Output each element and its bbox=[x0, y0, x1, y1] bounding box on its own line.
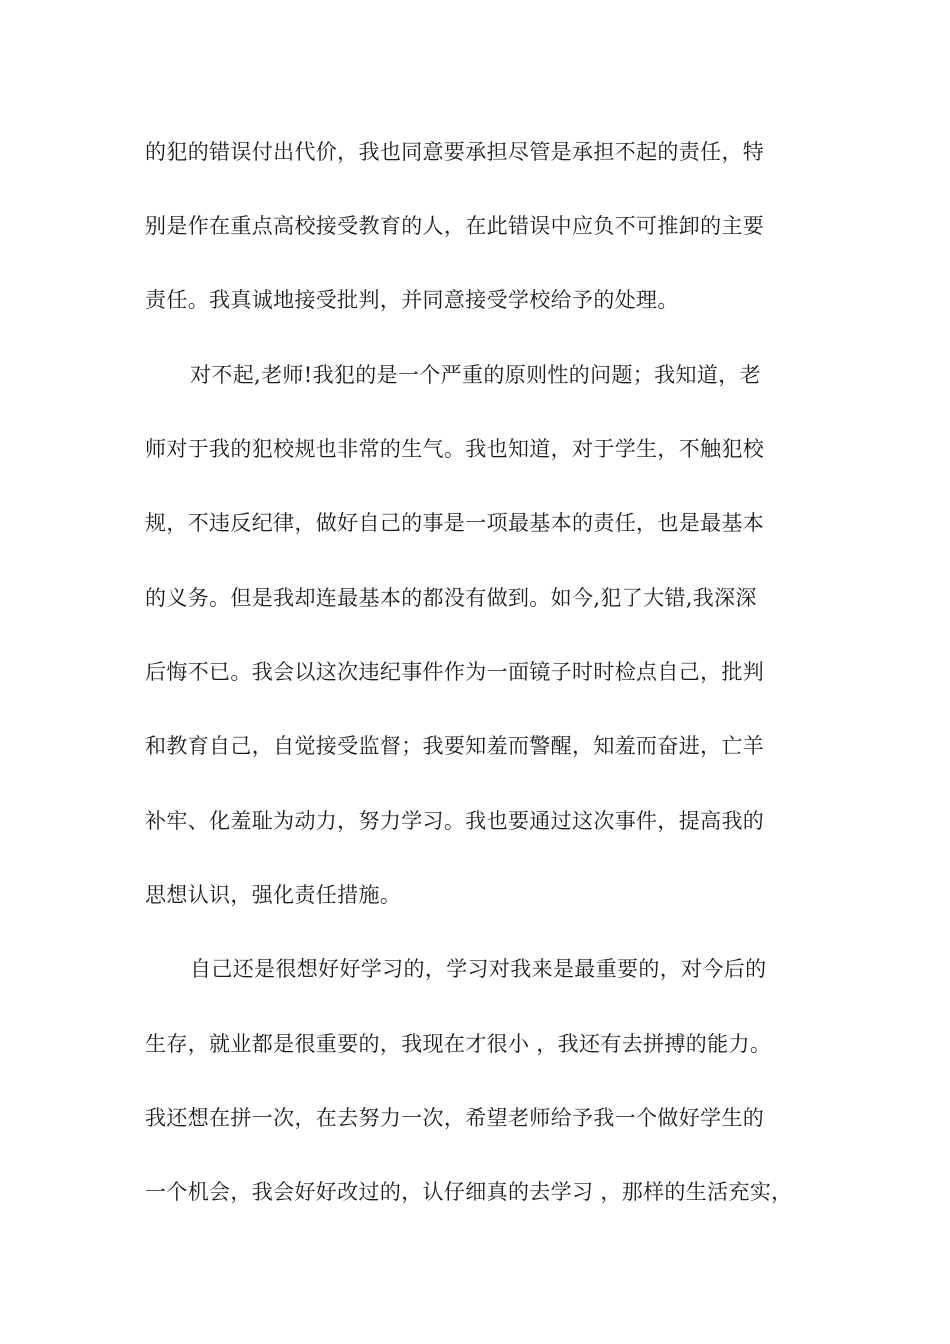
text-line-4-paragraph-start: 对不起,老师!我犯的是一个严重的原则性的问题；我知道，老 bbox=[190, 363, 761, 387]
text-line-7: 的义务。但是我却连最基本的都没有做到。如今,犯了大错,我深深 bbox=[145, 586, 757, 610]
text-line-9: 和教育自己，自觉接受监督；我要知羞而警醒，知羞而奋进，亡羊 bbox=[145, 734, 765, 758]
text-line-3: 责任。我真诚地接受批判，并同意接受学校给予的处理。 bbox=[145, 288, 679, 312]
text-line-8: 后悔不已。我会以这次违纪事件作为一面镜子时时检点自己，批判 bbox=[145, 660, 765, 684]
text-line-15: 一个机会，我会好好改过的，认仔细真的去学习 ，那样的生活充实， bbox=[145, 1180, 793, 1204]
text-line-1: 的犯的错误付出代价，我也同意要承担尽管是承担不起的责任，特 bbox=[145, 140, 765, 164]
text-line-14: 我还想在拼一次，在去努力一次，希望老师给予我一个做好学生的 bbox=[145, 1106, 765, 1130]
text-line-13: 生存，就业都是很重要的，我现在才很小 ，我还有去拼搏的能力。 bbox=[145, 1032, 772, 1056]
text-line-11: 思想认识，强化责任措施。 bbox=[145, 883, 402, 907]
text-line-6: 规，不违反纪律，做好自己的事是一项最基本的责任，也是最基本 bbox=[145, 511, 765, 535]
text-line-5: 师对于我的犯校规也非常的生气。我也知道，对于学生，不触犯校 bbox=[145, 437, 765, 461]
text-line-2: 别是作在重点高校接受教育的人，在此错误中应负不可推卸的主要 bbox=[145, 214, 765, 238]
text-line-10: 补牢、化羞耻为动力，努力学习。我也要通过这次事件，提高我的 bbox=[145, 809, 765, 833]
text-line-12-paragraph-start: 自己还是很想好好学习的，学习对我来是最重要的，对今后的 bbox=[190, 957, 767, 981]
